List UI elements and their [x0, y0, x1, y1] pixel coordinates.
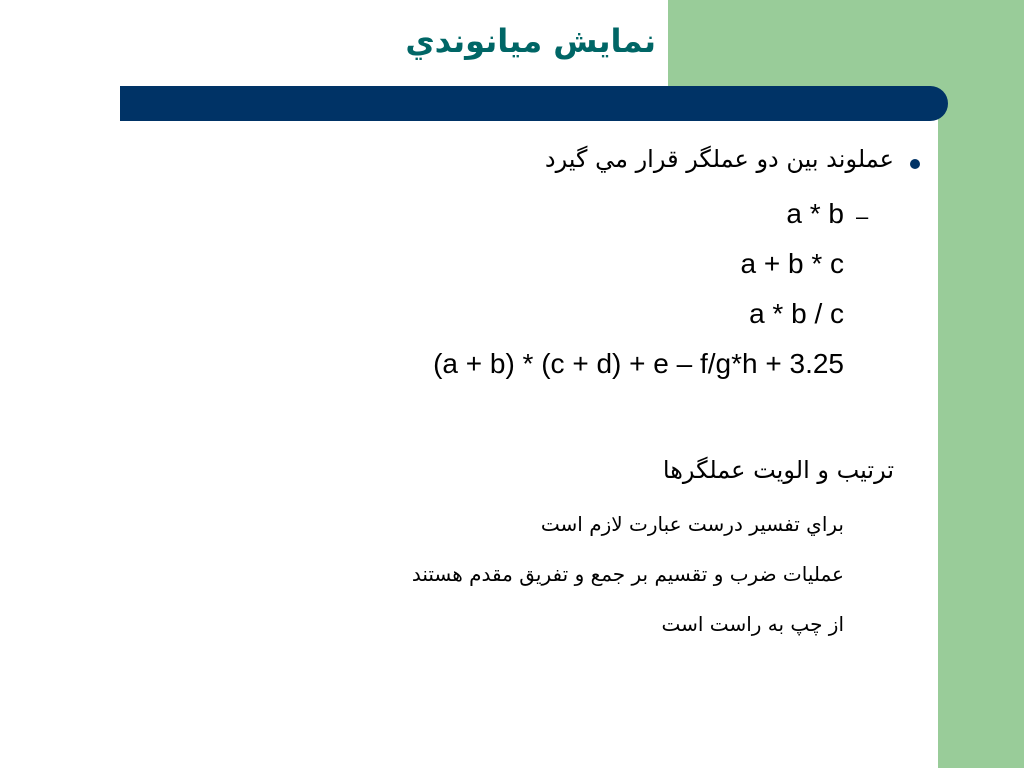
section2-line-3: از چپ به راست است [661, 612, 844, 636]
expression-line-3: a * b / c [749, 298, 844, 329]
expression-line-1: a * b [786, 198, 844, 229]
title-bar [120, 86, 948, 121]
section1-heading: عملوند بين دو عملگر قرار مي گيرد [544, 145, 894, 173]
section2-line-2: عمليات ضرب و تقسيم بر جمع و تفريق مقدم هستند [411, 562, 844, 586]
slide-title: نمایش میانوندي [405, 22, 656, 60]
expression-line-4: (a + b) * (c + d) + e – f/g*h + 3.25 [433, 348, 844, 379]
section2-line-1: براي تفسير درست عبارت لازم است [540, 512, 844, 536]
section2-heading: ترتيب و الويت عملگرها [662, 456, 894, 484]
dash-icon: – [856, 204, 869, 229]
expression-line-2: a + b * c [740, 248, 844, 279]
bullet-icon [910, 159, 920, 169]
decor-green-right [938, 0, 1024, 768]
